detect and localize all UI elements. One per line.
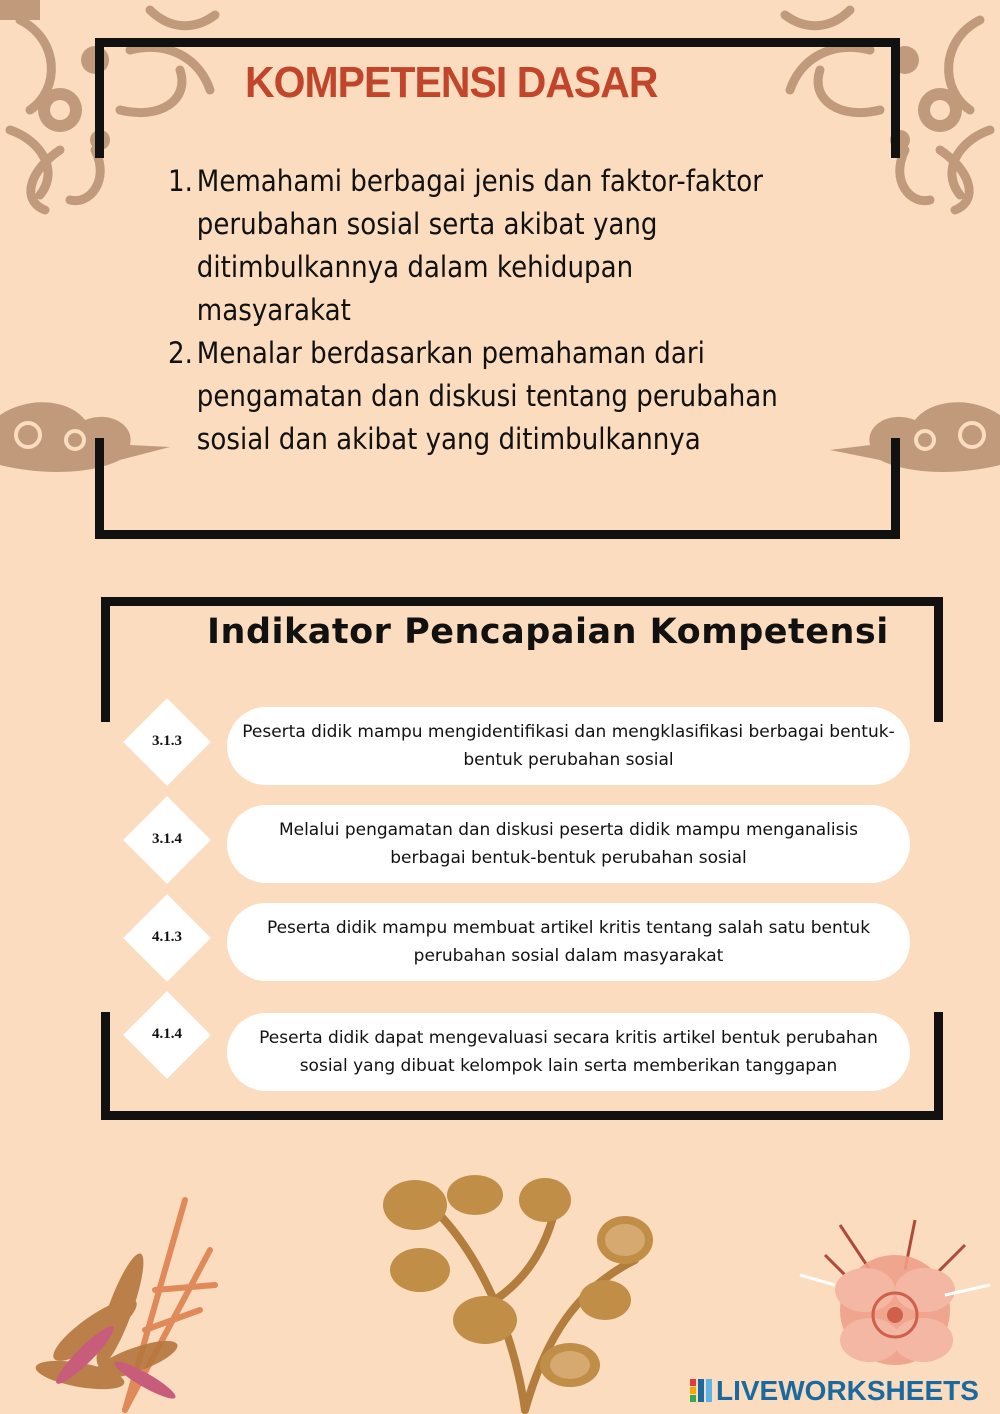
list-item-number: 2.: [168, 336, 193, 370]
bottom-left-plant-icon: [25, 1190, 225, 1414]
left-cloud-ornament-icon: [0, 395, 175, 480]
list-item: [168, 160, 789, 332]
liveworksheets-text: LIVEWORKSHEETS: [716, 1375, 979, 1406]
indicator-code: 3.1.3: [152, 733, 182, 749]
indicator-pill: Peserta didik mampu mengidentifikasi dan mengklasifikasi berbagai bentuk-bentuk perubahan sosial: [227, 707, 910, 785]
frame-top: [95, 38, 900, 47]
frame-top: [101, 597, 943, 606]
top-right-ornament-icon: [780, 0, 1000, 220]
right-cloud-ornament-icon: [830, 395, 1000, 480]
bottom-center-plant-icon: [375, 1170, 675, 1414]
list-item-text: Memahami berbagai jenis dan faktor-faktor perubahan sosial serta akibat yang ditimbulkannya dalam kehidupan masyarakat: [196, 164, 763, 327]
indicator-pill: Peserta didik dapat mengevaluasi secara kritis artikel bentuk perubahan sosial yang dibuat kelompok lain serta memberikan tanggapan: [227, 1013, 910, 1091]
frame-left: [95, 38, 104, 158]
list-item: [168, 332, 789, 461]
frame-right: [891, 38, 900, 158]
kompetensi-dasar-list: [168, 160, 789, 461]
indicator-code: 4.1.4: [152, 1026, 182, 1042]
indicator-code: 4.1.3: [152, 929, 182, 945]
list-item-number: 1.: [168, 164, 193, 198]
frame-right: [891, 438, 900, 538]
frame-right: [934, 597, 943, 722]
indikator-title: Indikator Pencapaian Kompetensi: [207, 612, 889, 652]
frame-bottom: [95, 530, 900, 539]
indicator-code: 3.1.4: [152, 831, 182, 847]
list-item-text: Menalar berdasarkan pemahaman dari pengamatan dan diskusi tentang perubahan sosial dan akibat yang ditimbulkannya: [196, 336, 778, 456]
indicator-pill: Melalui pengamatan dan diskusi peserta didik mampu menganalisis berbagai bentuk-bentuk perubahan sosial: [227, 805, 910, 883]
liveworksheets-logo: [690, 1375, 979, 1407]
indicator-pill: Peserta didik mampu membuat artikel kritis tentang salah satu bentuk perubahan sosial dalam masyarakat: [227, 903, 910, 981]
frame-right: [934, 1012, 943, 1120]
bottom-right-flower-icon: [795, 1215, 995, 1375]
frame-bottom: [101, 1111, 943, 1120]
frame-left: [101, 1012, 110, 1120]
liveworksheets-mark-icon: [690, 1379, 712, 1403]
kompetensi-dasar-title: KOMPETENSI DASAR: [245, 58, 658, 107]
frame-left: [95, 438, 104, 538]
frame-left: [101, 597, 110, 722]
